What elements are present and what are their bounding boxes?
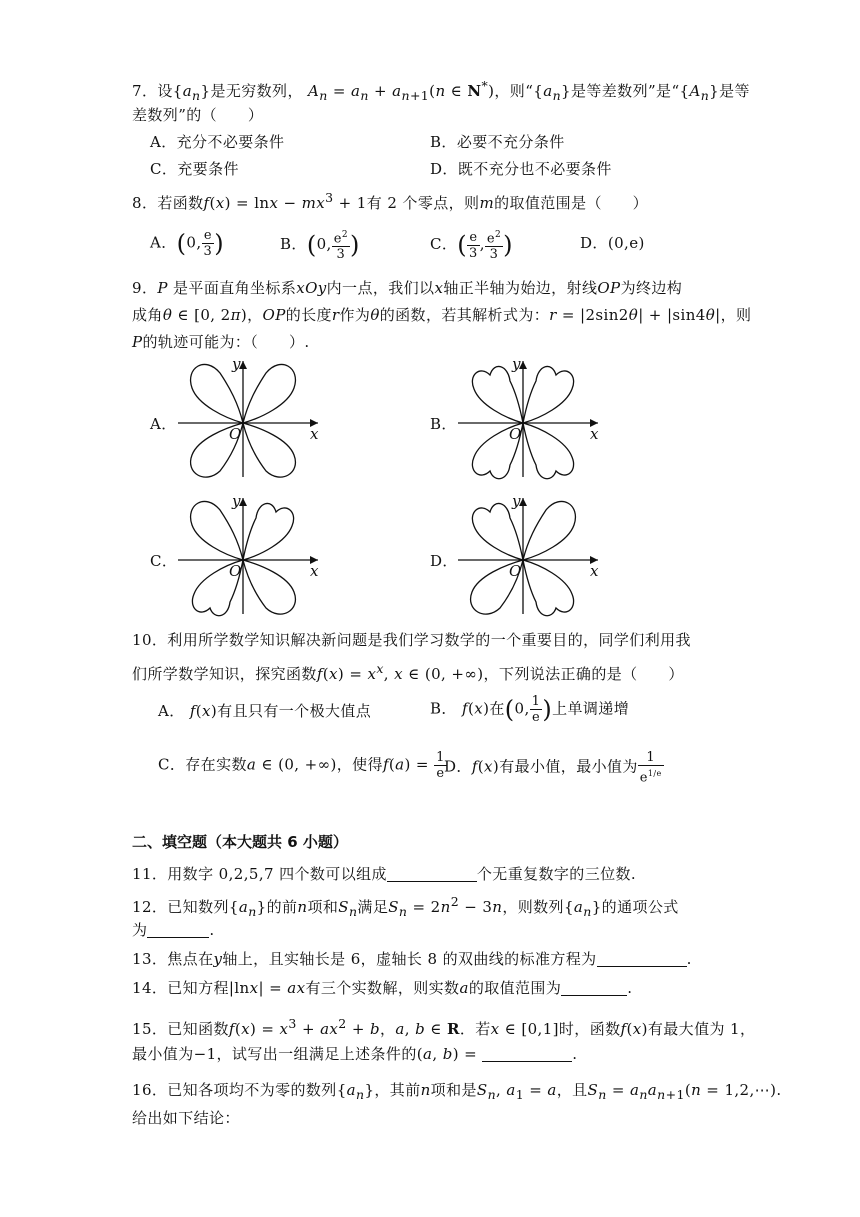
- q10-line1: 10．利用所学数学知识解决新问题是我们学习数学的一个重要目的，同学们利用我: [132, 631, 691, 649]
- q15-line1: 15．已知函数$f(x) = x^3 + ax^2 + b$，a, b ∈ R．若x ∈ [0,1]时，函数f(x)有最大值为 1，: [132, 1016, 756, 1038]
- q9-graph-a: [170, 353, 330, 483]
- q13: 13．焦点在y轴上，且实轴长是 6，虚轴长 8 的双曲线的标准方程为 .: [132, 950, 692, 968]
- q9-graph-b: [450, 353, 610, 483]
- axis-x-label: x: [310, 425, 319, 443]
- q8-option-d: D．(0,e): [580, 234, 645, 252]
- q14: 14．已知方程|lnx| = ax有三个实数解，则实数a的取值范围为 .: [132, 979, 633, 997]
- q7-line2: 差数列”的（ ）: [132, 106, 264, 124]
- q9-option-d-label: D．: [430, 552, 458, 570]
- q10-option-a: A． f(x)有且只有一个极大值点: [158, 702, 372, 720]
- axis-y-label: y: [232, 492, 241, 510]
- q7-option-d: D．既不充分也不必要条件: [430, 160, 612, 178]
- q9-line3: P的轨迹可能为：（ ）.: [132, 333, 310, 351]
- q8-option-b: B．(0, $\frac{e^2}{3}$ ): [280, 230, 360, 263]
- q8-option-c: C．( $\frac{e}{3}$ , $\frac{e^2}{3}$ ): [430, 229, 513, 263]
- q11: 11．用数字 0,2,5,7 四个数可以组成 个无重复数字的三位数.: [132, 865, 637, 883]
- q7-line1: 7．设$\{a_n\}$是无穷数列， $A_n = a_n + a_{n+1}(n$ ∈ N*)，则“$\{a_n\}$是等差数列”是“$\{A_n\}$是等: [132, 78, 750, 103]
- axis-x-label: x: [590, 562, 599, 580]
- q15-line2: 最小值为−1，试写出一组满足上述条件的(a, b) = .: [132, 1045, 578, 1063]
- origin-label: O: [509, 425, 522, 443]
- axis-y-label: y: [512, 492, 521, 510]
- q9-line2: 成角θ ∈ [0, 2π)，OP的长度r作为θ的函数，若其解析式为：r = |2sin2θ| + |sin4θ|，则: [132, 306, 752, 324]
- q7-option-b: B．必要不充分条件: [430, 133, 565, 151]
- q9-option-b-label: B．: [430, 415, 457, 433]
- q10-option-d: D．f(x)有最小值，最小值为 $\frac{1}{e^{1/e}}$: [444, 750, 662, 786]
- q9-line1: 9．P 是平面直角坐标系xOy内一点，我们以x轴正半轴为始边，射线OP为终边构: [132, 279, 683, 297]
- q10-line2: 们所学数学知识，探究函数$f(x) = x^x$, x ∈ (0, +∞)，下列说法正确的是（ ）: [132, 661, 684, 683]
- q9-option-a-label: A．: [150, 415, 177, 433]
- axis-x-label: x: [310, 562, 319, 580]
- axis-y-label: y: [512, 355, 521, 373]
- origin-label: O: [229, 425, 242, 443]
- q16-line1: 16．已知各项均不为零的数列$\{a_n\}$，其前n项和是$S_n$, $a_1 = a$，且$S_n = a_na_{n+1}(n$ = 1,2,⋯).: [132, 1081, 782, 1102]
- q9-graph-c: [170, 490, 330, 620]
- q10-option-b: B． f(x)在(0, $\frac{1}{e}$ )上单调递增: [430, 694, 630, 725]
- q12-line2: 为 .: [132, 921, 215, 939]
- q8-option-a: A．(0, $\frac{e}{3}$ ): [150, 228, 224, 259]
- q10-option-c: C．存在实数a ∈ (0, +∞)，使得f(a) = $\frac{1}{e}$: [158, 750, 445, 781]
- origin-label: O: [229, 562, 242, 580]
- axis-x-label: x: [590, 425, 599, 443]
- q7-option-c: C．充要条件: [150, 160, 239, 178]
- section-title: 二、填空题（本大题共 6 小题）: [132, 833, 348, 851]
- q12-line1: 12．已知数列$\{a_n\}$的前n项和$S_n$满足$S_n = 2n^2 - 3n$，则数列$\{a_n\}$的通项公式: [132, 894, 679, 919]
- q8-stem: 8．若函数$f(x) = \ln x - mx^3 + 1$有 2 个零点，则m的取值范围是（ ）: [132, 190, 649, 212]
- axis-y-label: y: [232, 355, 241, 373]
- origin-label: O: [509, 562, 522, 580]
- q16-line2: 给出如下结论：: [132, 1109, 240, 1127]
- q9-option-c-label: C．: [150, 552, 178, 570]
- q7-option-a: A．充分不必要条件: [150, 133, 285, 151]
- q9-graph-d: [450, 490, 610, 620]
